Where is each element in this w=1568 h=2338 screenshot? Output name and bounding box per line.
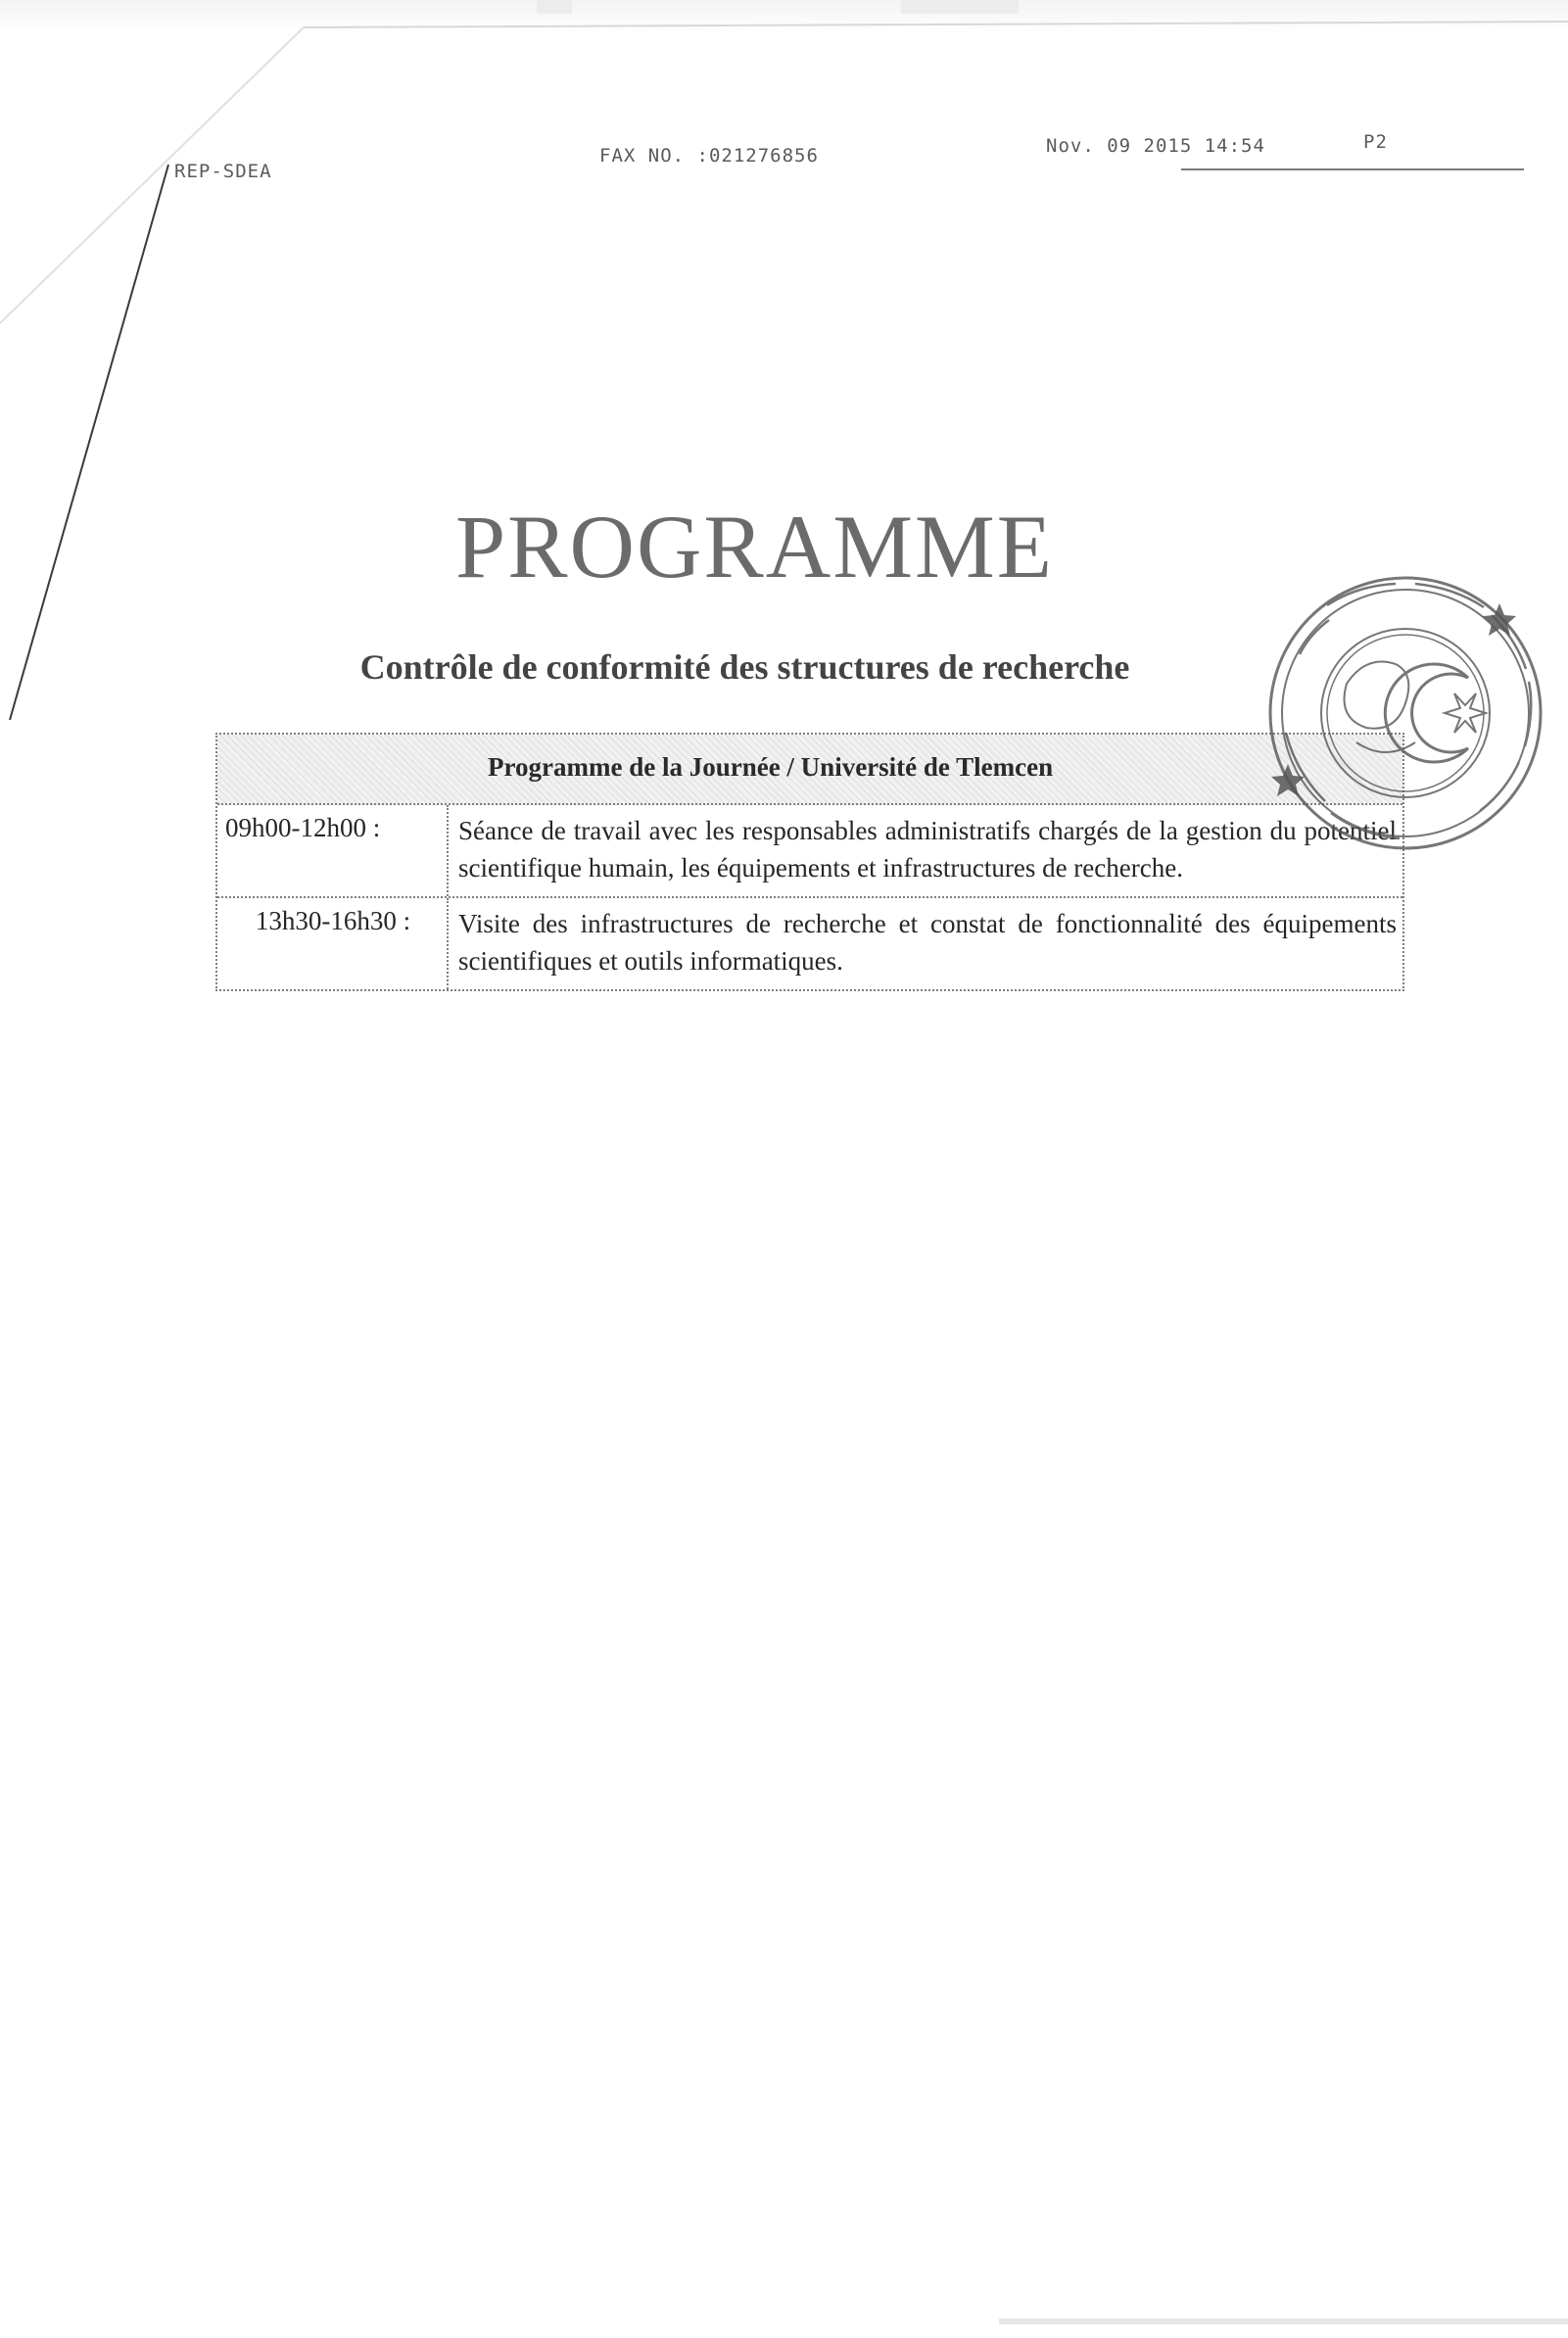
table-header-text: Programme de la Journée / Université de Tlemcen bbox=[488, 752, 1054, 782]
fax-underline bbox=[1181, 168, 1524, 170]
fax-sender: REP-SDEA bbox=[174, 161, 272, 182]
fax-date-time: Nov. 09 2015 14:54 bbox=[1046, 135, 1265, 157]
activity-cell: Visite des infrastructures de recherche et constat de fonctionnalité des équipements scientifiques et outils informatiques. bbox=[458, 909, 1397, 976]
fax-header bbox=[0, 131, 1568, 182]
programme-table bbox=[215, 733, 1404, 991]
document-title: PROGRAMME bbox=[454, 497, 1054, 596]
official-seal-stamp bbox=[1259, 566, 1552, 860]
time-slot-cell: 13h30-16h30 : bbox=[217, 898, 449, 989]
activity-cell: Séance de travail avec les responsables administratifs chargés de la gestion du potentiel scientifique humain, les équipements et infrastructures de recherche. bbox=[458, 816, 1397, 883]
document-subtitle: Contrôle de conformité des structures de recherche bbox=[359, 647, 1130, 687]
scan-sheet-tab bbox=[537, 0, 572, 14]
fax-page-number: P2 bbox=[1363, 131, 1388, 153]
scan-sheet-tab bbox=[901, 0, 1019, 14]
fax-number: FAX NO. :021276856 bbox=[599, 145, 819, 167]
time-slot-cell: 09h00-12h00 : bbox=[217, 805, 449, 896]
table-row bbox=[217, 898, 1402, 989]
table-row bbox=[217, 805, 1402, 898]
table-header bbox=[217, 735, 1402, 805]
scan-top-edge bbox=[0, 0, 1568, 33]
